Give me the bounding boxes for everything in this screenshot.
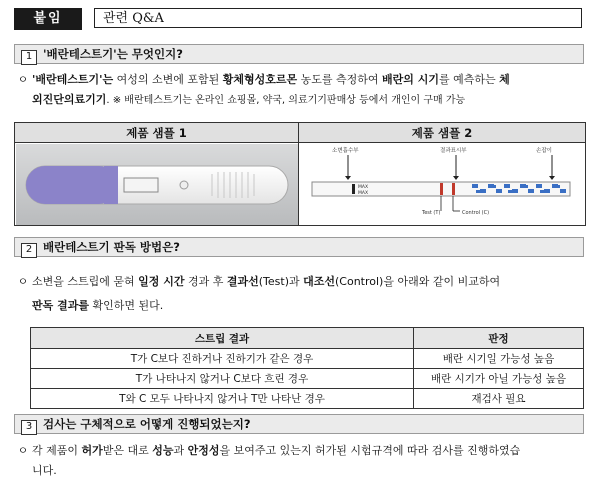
term: 체 <box>499 73 510 86</box>
term: 황체형성호르몬 <box>222 73 298 86</box>
judgement-cell: 배란 시기가 아닐 가능성 높음 <box>414 369 584 389</box>
text: 확인하면 된다. <box>88 299 164 312</box>
section-2-answer <box>14 270 584 318</box>
note: . ※ 배란테스트기는 온라인 쇼핑몰, 약국, 의료기기판매상 등에서 개인이 구매 가능 <box>106 95 466 106</box>
handle-label: 손잡이 <box>536 148 552 154</box>
result-cell: T가 C보다 진하거나 진하기가 같은 경우 <box>31 349 414 369</box>
test-label: Test (T) <box>422 210 441 216</box>
term: 판독 결과를 <box>32 299 89 312</box>
sample-2-diagram <box>300 144 584 225</box>
result-cell: T가 나타나지 않거나 C보다 흐린 경우 <box>31 369 414 389</box>
answer-line <box>14 90 584 111</box>
bullet: ㅇ <box>17 444 29 457</box>
document-title: 관련 Q&A <box>94 8 582 28</box>
text: 여성의 소변에 포함된 <box>113 73 223 86</box>
table-row <box>31 369 584 389</box>
result-label: 결과표시부 <box>440 148 467 154</box>
term: 결과선 <box>226 275 259 288</box>
column-header-result: 스트립 결과 <box>31 328 414 349</box>
section-1-answer <box>14 70 584 111</box>
text: 농도를 측정하여 <box>297 73 383 86</box>
table-header-row <box>31 328 584 349</box>
section-title: 검사는 구체적으로 어떻게 진행되었는지? <box>43 417 251 431</box>
section-3-heading <box>14 414 584 434</box>
text: 경과 후 <box>184 275 227 288</box>
text: 과 <box>173 444 188 457</box>
document-header <box>14 8 584 30</box>
answer-line <box>14 294 584 318</box>
answer-line <box>14 461 584 481</box>
section-number: 3 <box>21 420 37 435</box>
sample-1-photo <box>16 144 298 225</box>
term: 배란의 시기 <box>382 73 439 86</box>
text: 소변을 스트립에 묻혀 <box>32 275 139 288</box>
table-row <box>31 389 584 409</box>
bullet: ㅇ <box>17 73 29 86</box>
divider <box>298 123 299 225</box>
result-cell: T와 C 모두 나타나지 않거나 T만 나타난 경우 <box>31 389 414 409</box>
term: '배란테스트기'는 <box>32 73 114 86</box>
table-row <box>31 349 584 369</box>
text: 를 예측하는 <box>438 73 500 86</box>
term: 일정 시간 <box>138 275 185 288</box>
bullet: ㅇ <box>17 275 29 288</box>
sample-1-heading: 제품 샘플 1 <box>15 123 298 143</box>
judgement-cell: 재검사 필요 <box>414 389 584 409</box>
answer-line <box>14 70 584 90</box>
section-title: 배란테스트기 판독 방법은? <box>43 240 180 254</box>
urine-label: 소변흡수부 <box>332 148 359 154</box>
product-samples-table <box>14 122 586 226</box>
section-2-heading <box>14 237 584 257</box>
term: 허가 <box>81 444 103 457</box>
text: 받은 대로 <box>102 444 153 457</box>
text: (Test)과 <box>258 275 304 288</box>
control-label: Control (C) <box>462 210 490 216</box>
column-header-judgement: 판정 <box>414 328 584 349</box>
text: 니다. <box>32 464 57 477</box>
text: (Control)을 아래와 같이 비교하여 <box>335 275 501 288</box>
section-number: 2 <box>21 243 37 258</box>
section-number: 1 <box>21 50 37 65</box>
term: 성능 <box>152 444 174 457</box>
sample-2-heading: 제품 샘플 2 <box>299 123 585 143</box>
term: 안정성 <box>187 444 220 457</box>
answer-line <box>14 441 584 461</box>
max-label: MAX <box>358 185 369 190</box>
attachment-tag: 붙임 <box>14 8 82 30</box>
max-label: MAX <box>358 191 369 196</box>
section-title: '배란테스트기'는 무엇인지? <box>43 47 183 61</box>
strip-result-table <box>30 327 584 409</box>
section-1-heading <box>14 44 584 64</box>
text: 각 제품이 <box>32 444 82 457</box>
section-3-answer <box>14 441 584 481</box>
judgement-cell: 배란 시기일 가능성 높음 <box>414 349 584 369</box>
term: 외진단의료기기 <box>32 93 107 106</box>
text: 을 보여주고 있는지 허가된 시험규격에 따라 검사를 진행하였습 <box>219 444 521 457</box>
answer-line <box>14 270 584 294</box>
term: 대조선 <box>303 275 335 288</box>
